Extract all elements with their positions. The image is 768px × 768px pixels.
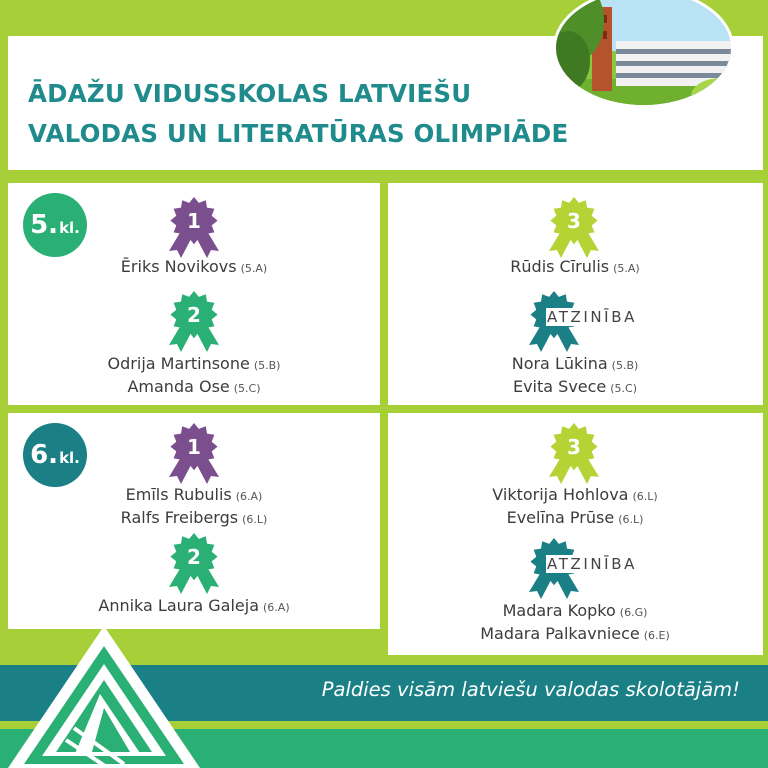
- g6-place3-label: 3: [567, 435, 581, 459]
- g5-place2-winner-1: [108, 354, 281, 373]
- grade6-suffix: kl.: [59, 449, 80, 467]
- grade6-badge: [23, 423, 87, 487]
- winner-name: Rūdis Cīrulis: [510, 257, 610, 276]
- grade5-number: 5.: [30, 210, 59, 240]
- winner-name: Odrija Martinsone: [107, 354, 250, 373]
- g6-merit-winner-2: [480, 624, 670, 643]
- winner-name: Evita Svece: [512, 377, 607, 396]
- winner-class: (6.L): [632, 490, 658, 503]
- g5-place2-winner-2: [127, 377, 260, 396]
- winner-class: (5.B): [253, 359, 281, 372]
- winner-class: (5.A): [613, 262, 640, 275]
- grade5-badge: [23, 193, 87, 257]
- winner-name: Nora Lūkina: [511, 354, 608, 373]
- winner-name: Annika Laura Galeja: [98, 596, 260, 615]
- g5-merit-winner-2: [513, 377, 637, 396]
- winner-class: (5.B): [611, 359, 639, 372]
- g5-place1-label: 1: [187, 209, 201, 233]
- g5-merit-award: [519, 289, 669, 355]
- second-place-rosette-icon: [159, 289, 229, 355]
- third-place-rosette-icon: [539, 421, 609, 487]
- second-place-rosette-icon: [159, 531, 229, 597]
- title-line-2: VALODAS UN LITERATŪRAS OLIMPIĀDE: [28, 119, 569, 148]
- g6-place1-label: 1: [187, 435, 201, 459]
- winner-name: Ralfs Freibergs: [120, 508, 239, 527]
- winner-name: Emīls Rubulis: [125, 485, 232, 504]
- g5-place2-label: 2: [187, 303, 201, 327]
- winner-name: Ēriks Novikovs: [120, 257, 237, 276]
- g5-place3-winner: [510, 257, 639, 276]
- winner-name: Madara Palkavniece: [480, 624, 640, 643]
- g6-place3-winner-1: [492, 485, 657, 504]
- winner-class: (6.L): [242, 513, 268, 526]
- winner-class: (6.G): [619, 606, 648, 619]
- g6-merit-winner-1: [503, 601, 648, 620]
- winner-class: (5.A): [240, 262, 268, 275]
- winner-name: Viktorija Hohlova: [492, 485, 629, 504]
- first-place-rosette-icon: [159, 421, 229, 487]
- g6-place2-winner: [98, 596, 289, 615]
- winner-class: (6.E): [643, 629, 670, 642]
- winner-name: Amanda Ose: [127, 377, 230, 396]
- g6-place3-winner-2: [507, 508, 644, 527]
- first-place-rosette-icon: [159, 195, 229, 261]
- g6-merit-label: ATZINĪBA: [547, 555, 637, 573]
- third-place-rosette-icon: [539, 195, 609, 261]
- g6-place2-label: 2: [187, 545, 201, 569]
- g6-place1-winner-2: [121, 508, 268, 527]
- g5-place3-label: 3: [567, 209, 581, 233]
- page-title: [28, 74, 568, 154]
- g6-merit-award: [519, 536, 669, 602]
- g5-place1-winner: [121, 257, 267, 276]
- grade6-number: 6.: [30, 440, 59, 470]
- winner-name: Evelīna Prūse: [506, 508, 615, 527]
- winner-class: (5.C): [233, 382, 261, 395]
- winner-class: (5.C): [610, 382, 638, 395]
- winner-class: (6.A): [263, 601, 290, 614]
- grade5-suffix: kl.: [59, 219, 80, 237]
- winner-class: (6.A): [235, 490, 263, 503]
- winner-name: Madara Kopko: [502, 601, 616, 620]
- g6-place1-winner-1: [126, 485, 263, 504]
- thanks-message: Paldies visām latviešu valodas skolotājām!: [321, 678, 740, 701]
- g5-merit-label: ATZINĪBA: [547, 308, 637, 326]
- winner-class: (6.L): [618, 513, 644, 526]
- title-line-1: ĀDAŽU VIDUSSKOLAS LATVIEŠU: [28, 79, 472, 108]
- school-logo-icon: [4, 624, 204, 768]
- g5-merit-winner-1: [512, 354, 639, 373]
